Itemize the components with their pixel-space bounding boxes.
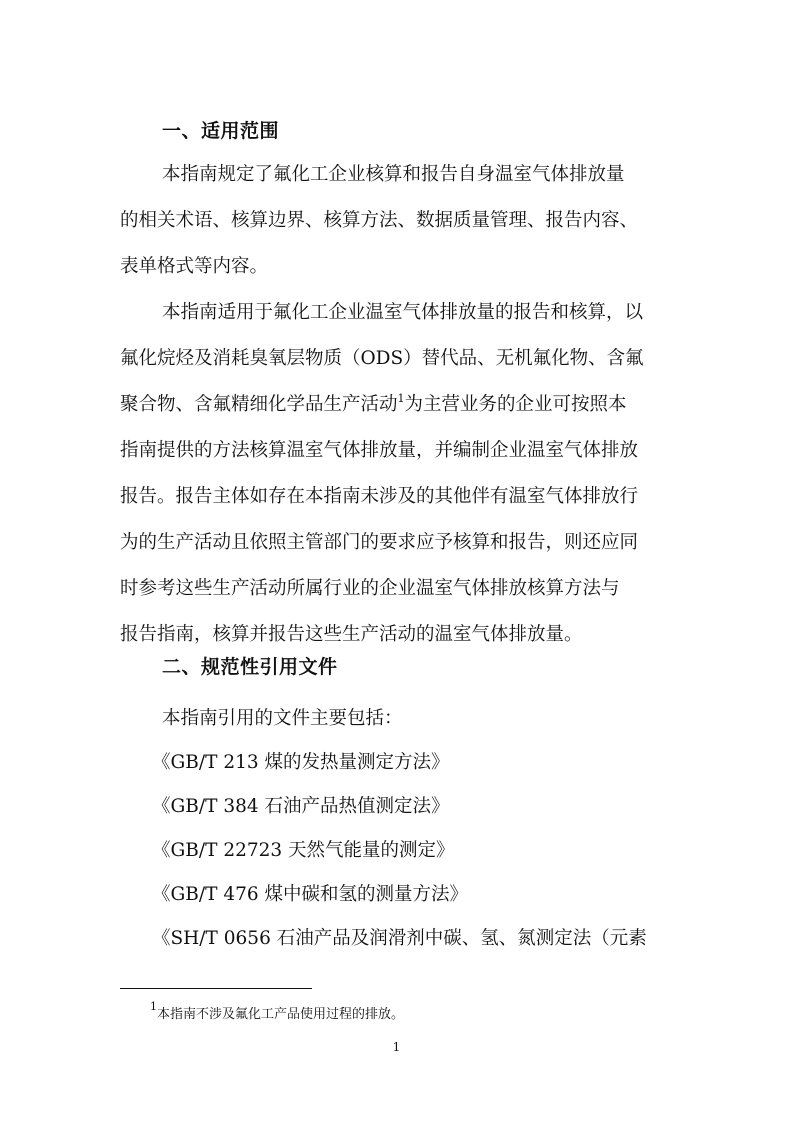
- paragraph-scope-1: [120, 152, 675, 290]
- page-number: 1: [392, 1040, 401, 1054]
- footnote-divider: [120, 988, 312, 989]
- footnote-text: 本指南不涉及氟化工产品使用过程的排放。: [157, 1007, 405, 1022]
- references-intro: 本指南引用的文件主要包括：: [162, 708, 403, 729]
- text-line: [120, 382, 675, 428]
- reference-item: 《GB/T 476 煤中碳和氢的测量方法》: [152, 884, 469, 905]
- text-line: 本指南适用于氟化工企业温室气体排放量的报告和核算，以: [162, 302, 644, 323]
- footnote-reference: 1: [397, 392, 405, 405]
- reference-item: 《GB/T 22723 天然气能量的测定》: [152, 840, 455, 861]
- text-line: 氟化烷烃及消耗臭氧层物质（ODS）替代品、无机氟化物、含氟: [120, 348, 644, 369]
- text-line: 为的生产活动且依照主管部门的要求应予核算和报告，则还应同: [120, 532, 639, 553]
- text-line: 的相关术语、核算边界、核算方法、数据质量管理、报告内容、: [120, 210, 639, 231]
- text-line: 时参考这些生产活动所属行业的企业温室气体排放核算方法与: [120, 578, 620, 599]
- text-line: 表单格式等内容。: [120, 256, 269, 277]
- footnote: [150, 1000, 405, 1022]
- text-segment: 为主营业务的企业可按照本: [404, 394, 627, 415]
- text-segment: 聚合物、含氟精细化学品生产活动: [120, 394, 398, 415]
- text-line: 本指南规定了氟化工企业核算和报告自身温室气体排放量: [162, 164, 625, 185]
- section-heading-scope: 一、适用范围: [162, 120, 280, 142]
- section-heading-normative-references: 二、规范性引用文件: [162, 656, 338, 678]
- paragraph-scope-2: [120, 290, 675, 658]
- reference-item: 《GB/T 213 煤的发热量测定方法》: [152, 752, 450, 773]
- footnote-marker: 1: [150, 1000, 157, 1013]
- text-line: 指南提供的方法核算温室气体排放量，并编制企业温室气体排放: [120, 440, 639, 461]
- reference-item: 《SH/T 0656 石油产品及润滑剂中碳、氢、氮测定法（元素: [152, 928, 647, 949]
- text-line: 报告指南，核算并报告这些生产活动的温室气体排放量。: [120, 624, 583, 645]
- reference-item: 《GB/T 384 石油产品热值测定法》: [152, 796, 450, 817]
- text-line: 报告。报告主体如存在本指南未涉及的其他伴有温室气体排放行: [120, 486, 639, 507]
